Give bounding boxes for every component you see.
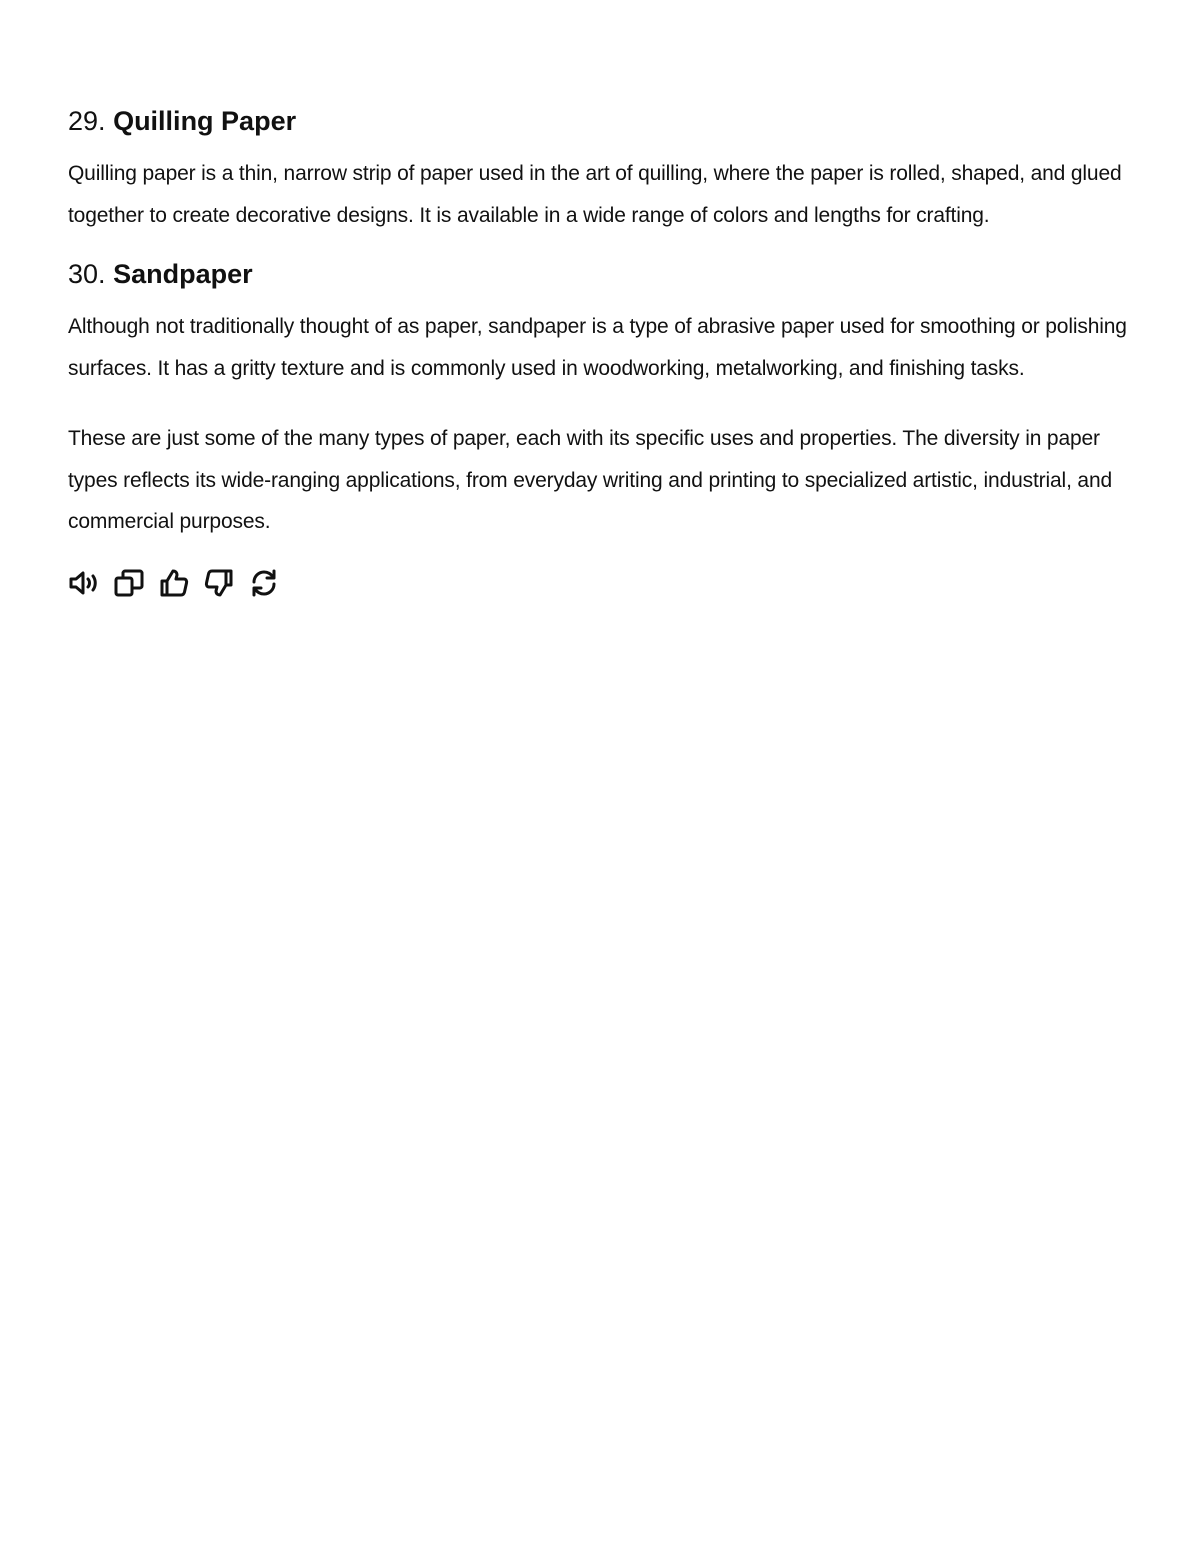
read-aloud-button[interactable] [68,567,100,599]
section-body-quilling-paper: Quilling paper is a thin, narrow strip of paper used in the art of quilling, where the paper is rolled, shaped, and glued together to create decorative designs. It is available in a wide range of colors and lengths for crafting. [68,162,1122,227]
thumbs-down-button[interactable] [203,567,235,599]
summary-paragraph: These are just some of the many types of paper, each with its specific uses and properties. The diversity in paper types reflects its wide-ranging applications, from everyday writing and printing to specialized artistic, industrial, and commercial purposes. [68,427,1113,533]
section-body-sandpaper: Although not traditionally thought of as paper, sandpaper is a type of abrasive paper used for smoothing or polishing surfaces. It has a gritty texture and is commonly used in woodworking, metalworking, and finishing tasks. [68,315,1127,380]
thumbs-up-button[interactable] [158,567,190,599]
section-title: Quilling Paper [113,106,297,136]
section-heading-quilling-paper [68,100,1138,142]
response-actions-toolbar [68,567,1138,599]
section-title: Sandpaper [113,259,253,289]
speaker-icon [68,567,100,599]
regenerate-button[interactable] [248,567,280,599]
copy-button[interactable] [113,567,145,599]
section-number: 29. [68,106,106,136]
thumbs-down-icon [203,567,235,599]
section-number: 30. [68,259,106,289]
response-content [68,100,1138,599]
section-heading-sandpaper [68,253,1138,295]
copy-icon [113,567,145,599]
regenerate-icon [248,567,280,599]
thumbs-up-icon [158,567,190,599]
